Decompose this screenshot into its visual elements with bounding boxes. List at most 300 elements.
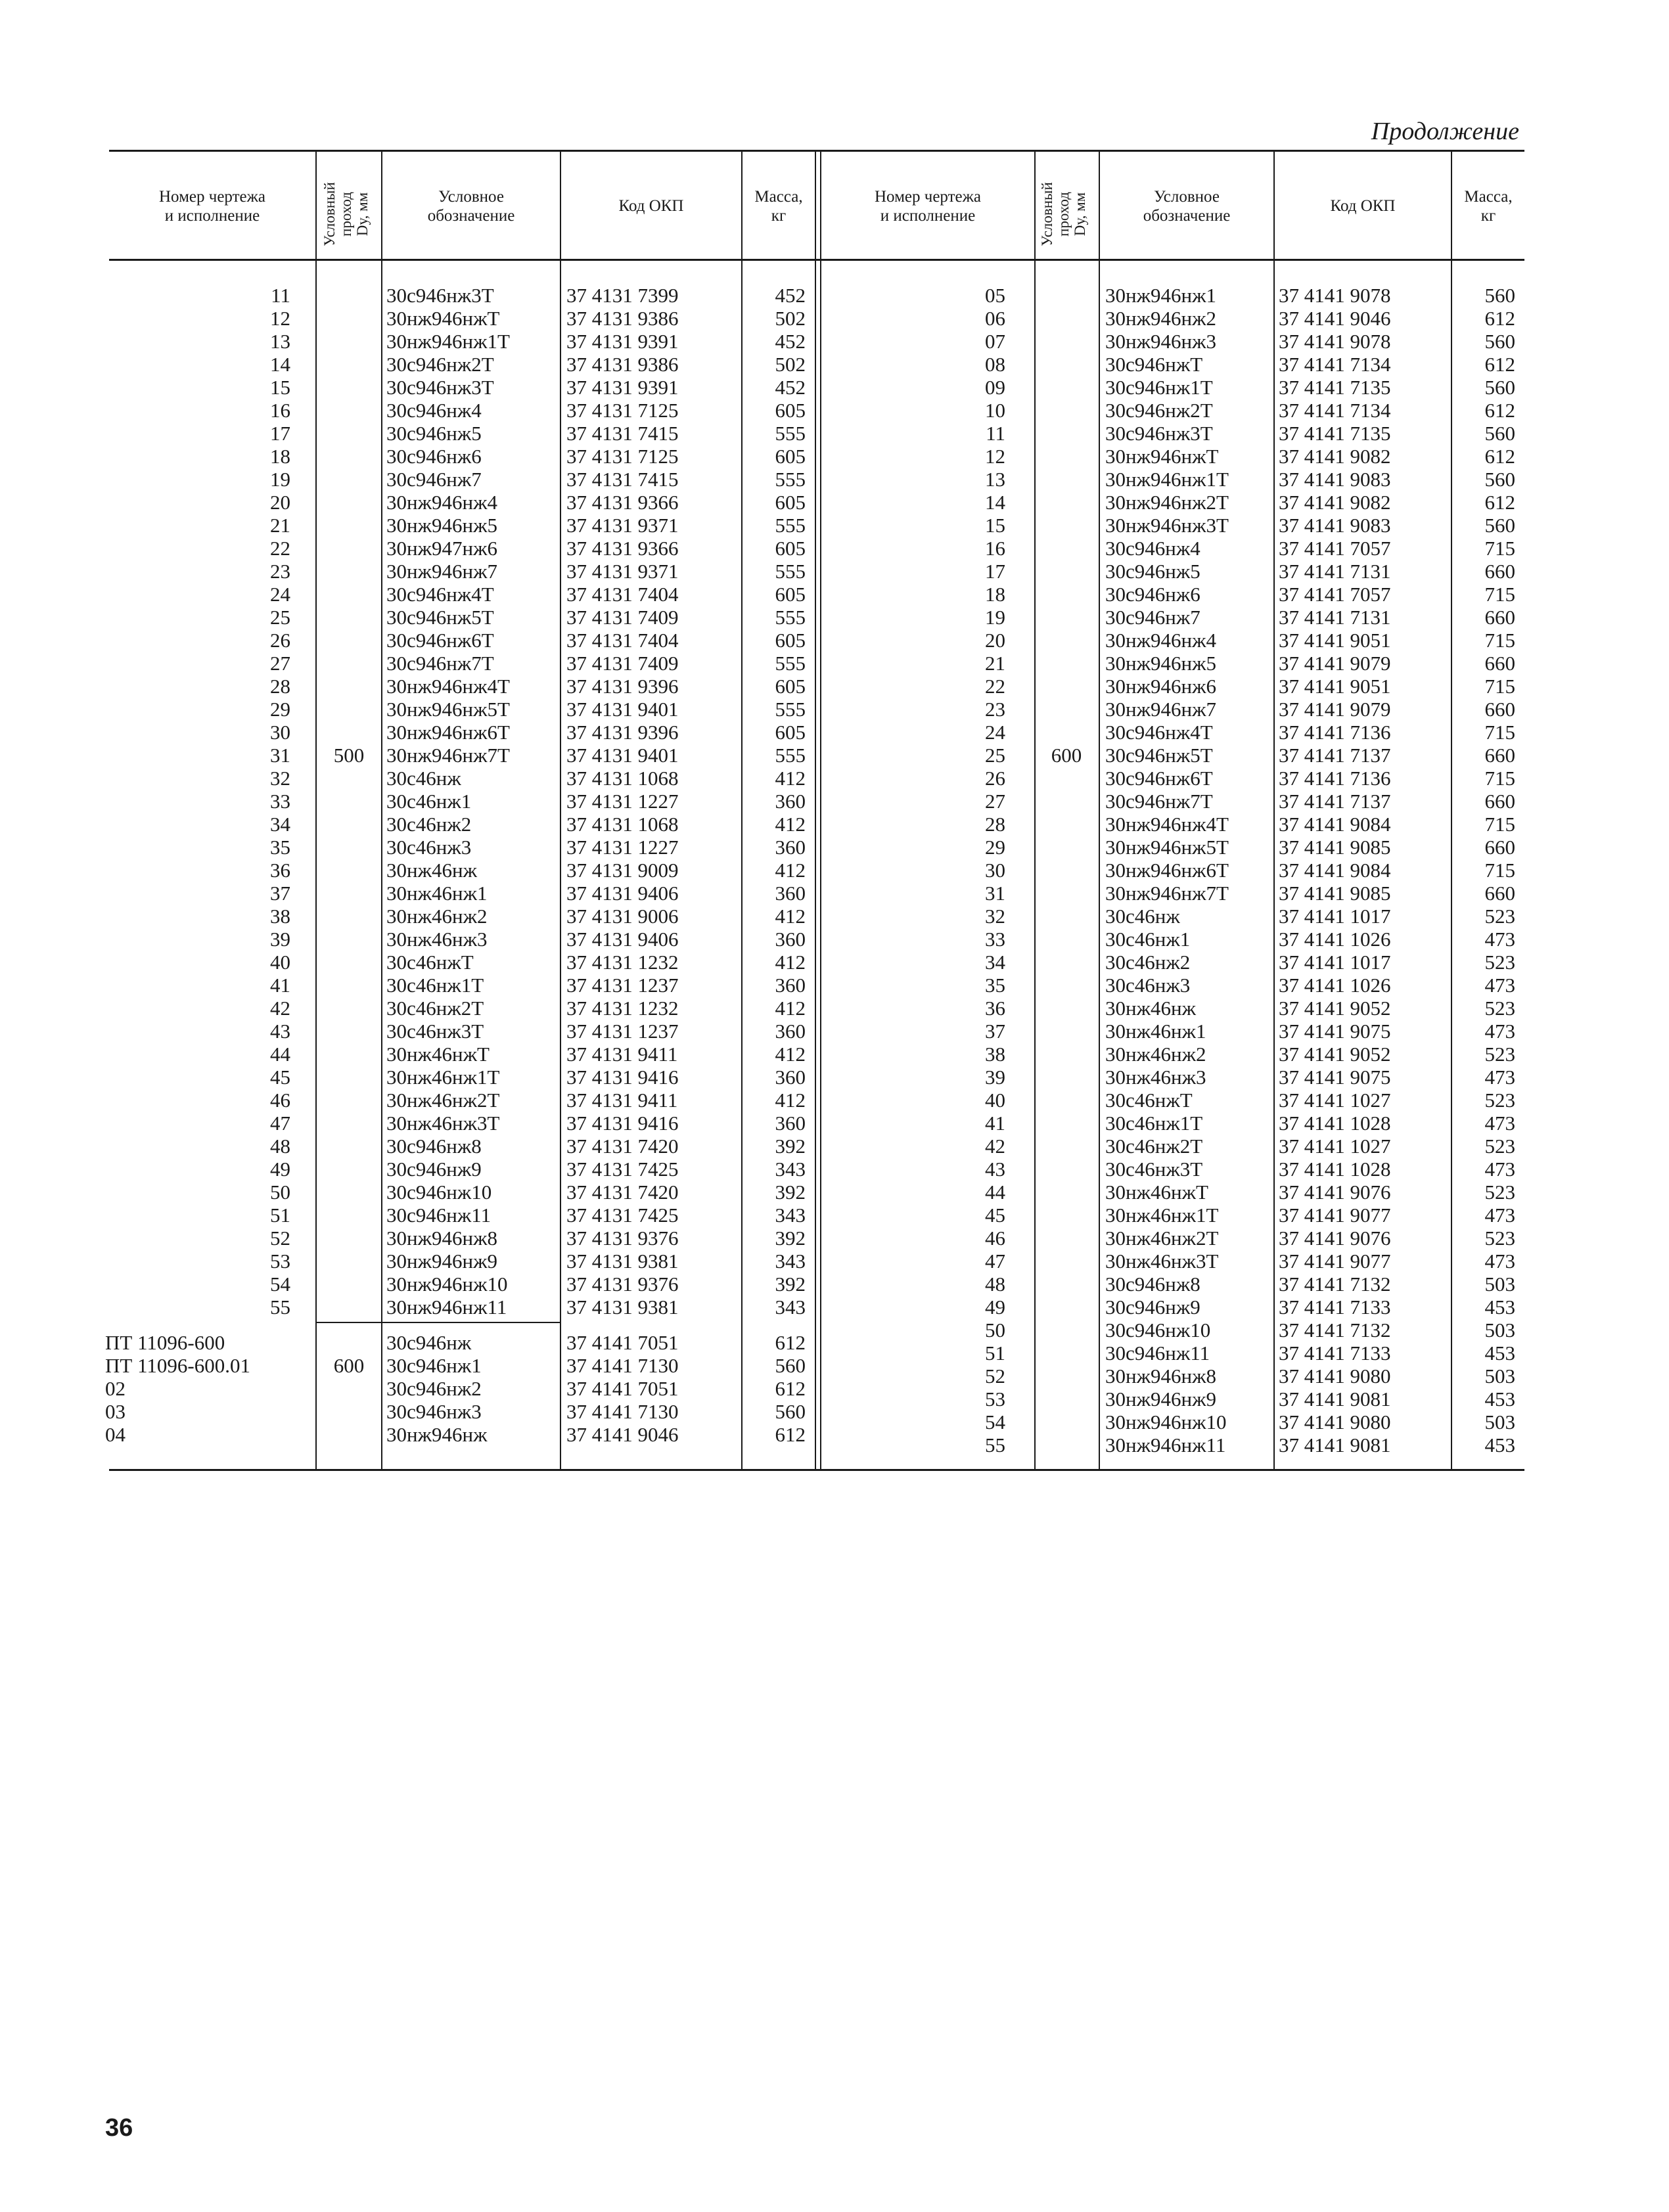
cell-designation: 30с946нж4Т xyxy=(386,583,494,606)
cell-okp-code: 37 4141 7133 xyxy=(1279,1296,1391,1319)
continuation-label: Продолжение xyxy=(1371,118,1519,145)
cell-drawing-no: 34 xyxy=(270,813,290,836)
cell-mass: 360 xyxy=(775,836,806,859)
cell-okp-code: 37 4131 7420 xyxy=(566,1135,679,1158)
cell-mass: 412 xyxy=(775,951,806,974)
cell-mass: 660 xyxy=(1484,560,1515,583)
cell-drawing-no: 22 xyxy=(270,537,290,560)
cell-okp-code: 37 4131 9386 xyxy=(566,353,679,376)
cell-okp-code: 37 4141 9083 xyxy=(1279,514,1391,537)
header-mass: Масса, кг xyxy=(1464,188,1513,225)
cell-mass: 560 xyxy=(1484,468,1515,491)
cell-okp-code: 37 4131 7425 xyxy=(566,1158,679,1181)
cell-designation: 30с46нж1Т xyxy=(386,974,484,997)
cell-designation: 30с46нж3Т xyxy=(1105,1158,1203,1181)
cell-okp-code: 37 4131 9009 xyxy=(566,859,679,882)
cell-okp-code: 37 4131 9366 xyxy=(566,537,679,560)
cell-okp-code: 37 4131 9416 xyxy=(566,1066,679,1089)
cell-mass: 612 xyxy=(1484,445,1515,468)
cell-drawing-no: 43 xyxy=(270,1020,290,1043)
cell-drawing-no: 27 xyxy=(985,790,1005,813)
cell-mass: 612 xyxy=(1484,307,1515,330)
cell-mass: 412 xyxy=(775,859,806,882)
cell-okp-code: 37 4131 9406 xyxy=(566,928,679,951)
cell-designation: 30с946нж6 xyxy=(1105,583,1200,606)
cell-designation: 30нж946нж4Т xyxy=(386,675,510,698)
cell-designation: 30с946нж6Т xyxy=(386,629,494,652)
cell-mass: 605 xyxy=(775,445,806,468)
cell-designation: 30с46нж3 xyxy=(1105,974,1191,997)
cell-designation: 30с946нж7 xyxy=(386,468,482,491)
cell-designation: 30с46нж2Т xyxy=(386,997,484,1020)
cell-designation: 30нж946нж5Т xyxy=(1105,836,1229,859)
cell-mass: 343 xyxy=(775,1296,806,1319)
header-mass: Масса, кг xyxy=(754,188,803,225)
cell-drawing-no: ПТ 11096-600 xyxy=(105,1331,225,1354)
cell-drawing-no: 44 xyxy=(270,1043,290,1066)
cell-okp-code: 37 4131 1237 xyxy=(566,1020,679,1043)
cell-mass: 503 xyxy=(1484,1365,1515,1388)
cell-okp-code: 37 4131 9396 xyxy=(566,721,679,744)
cell-mass: 612 xyxy=(1484,399,1515,422)
cell-drawing-no: 06 xyxy=(985,307,1005,330)
cell-designation: 30с946нж4 xyxy=(386,399,482,422)
cell-okp-code: 37 4141 9046 xyxy=(1279,307,1391,330)
cell-okp-code: 37 4131 1227 xyxy=(566,836,679,859)
cell-drawing-no: 33 xyxy=(985,928,1005,951)
header-drawing-no: Номер чертежа и исполнение xyxy=(159,188,265,225)
cell-drawing-no: 04 xyxy=(105,1423,126,1446)
cell-okp-code: 37 4131 9366 xyxy=(566,491,679,514)
cell-drawing-no: 29 xyxy=(270,698,290,721)
cell-designation: 30нж946нж6Т xyxy=(386,721,510,744)
cell-mass: 715 xyxy=(1484,629,1515,652)
header-nominal-bore: Условный проход Dу, мм xyxy=(321,182,371,246)
cell-mass: 502 xyxy=(775,353,806,376)
cell-designation: 30с46нж3Т xyxy=(386,1020,484,1043)
cell-drawing-no: 13 xyxy=(270,330,290,353)
cell-okp-code: 37 4131 9381 xyxy=(566,1296,679,1319)
cell-mass: 605 xyxy=(775,629,806,652)
cell-okp-code: 37 4141 7132 xyxy=(1279,1319,1391,1342)
cell-nominal-bore: 600 xyxy=(1051,744,1082,767)
cell-mass: 473 xyxy=(1484,1158,1515,1181)
cell-okp-code: 37 4131 9386 xyxy=(566,307,679,330)
cell-mass: 715 xyxy=(1484,537,1515,560)
cell-designation: 30нж946нж9 xyxy=(386,1250,498,1273)
cell-mass: 412 xyxy=(775,997,806,1020)
cell-drawing-no: 35 xyxy=(270,836,290,859)
cell-mass: 360 xyxy=(775,928,806,951)
cell-designation: 30с946нж2Т xyxy=(1105,399,1213,422)
cell-mass: 560 xyxy=(775,1400,806,1423)
cell-drawing-no: 35 xyxy=(985,974,1005,997)
cell-designation: 30нж46нж2Т xyxy=(1105,1227,1219,1250)
cell-designation: 30нж946нж4 xyxy=(1105,629,1217,652)
cell-designation: 30нж946нж5 xyxy=(386,514,498,537)
cell-drawing-no: 14 xyxy=(985,491,1005,514)
cell-okp-code: 37 4141 9081 xyxy=(1279,1433,1391,1456)
cell-drawing-no: 14 xyxy=(270,353,290,376)
cell-okp-code: 37 4141 1026 xyxy=(1279,928,1391,951)
cell-drawing-no: 32 xyxy=(985,905,1005,928)
cell-mass: 343 xyxy=(775,1204,806,1227)
cell-mass: 392 xyxy=(775,1181,806,1204)
cell-mass: 660 xyxy=(1484,698,1515,721)
cell-drawing-no: 53 xyxy=(985,1388,1005,1411)
cell-drawing-no: 47 xyxy=(270,1112,290,1135)
cell-mass: 473 xyxy=(1484,1020,1515,1043)
cell-designation: 30нж946нж4 xyxy=(386,491,498,514)
cell-drawing-no: 53 xyxy=(270,1250,290,1273)
cell-mass: 715 xyxy=(1484,859,1515,882)
cell-designation: 30с46нжТ xyxy=(1105,1089,1193,1112)
cell-okp-code: 37 4131 1237 xyxy=(566,974,679,997)
cell-mass: 555 xyxy=(775,744,806,767)
cell-okp-code: 37 4141 7135 xyxy=(1279,376,1391,399)
cell-designation: 30нж946нж4Т xyxy=(1105,813,1229,836)
cell-drawing-no: 16 xyxy=(270,399,290,422)
cell-mass: 660 xyxy=(1484,790,1515,813)
cell-okp-code: 37 4141 9052 xyxy=(1279,997,1391,1020)
cell-mass: 612 xyxy=(1484,353,1515,376)
cell-designation: 30с946нж11 xyxy=(386,1204,492,1227)
cell-okp-code: 37 4141 9084 xyxy=(1279,859,1391,882)
header-okp-code: Код ОКП xyxy=(618,197,684,215)
cell-mass: 452 xyxy=(775,330,806,353)
header-top-rule xyxy=(109,150,1524,152)
cell-drawing-no: 29 xyxy=(985,836,1005,859)
cell-okp-code: 37 4131 7125 xyxy=(566,399,679,422)
cell-okp-code: 37 4131 1232 xyxy=(566,997,679,1020)
cell-drawing-no: 20 xyxy=(985,629,1005,652)
col-divider xyxy=(560,150,561,1470)
cell-mass: 555 xyxy=(775,606,806,629)
cell-designation: 30нж946нж5Т xyxy=(386,698,510,721)
cell-okp-code: 37 4131 9401 xyxy=(566,744,679,767)
cell-designation: 30с946нж2Т xyxy=(386,353,494,376)
cell-mass: 555 xyxy=(775,422,806,445)
cell-drawing-no: 37 xyxy=(270,882,290,905)
cell-mass: 605 xyxy=(775,721,806,744)
cell-drawing-no: 49 xyxy=(985,1296,1005,1319)
cell-mass: 605 xyxy=(775,537,806,560)
cell-drawing-no: 17 xyxy=(985,560,1005,583)
cell-okp-code: 37 4141 1026 xyxy=(1279,974,1391,997)
cell-drawing-no: 37 xyxy=(985,1020,1005,1043)
cell-drawing-no: 21 xyxy=(270,514,290,537)
table-bottom-rule xyxy=(109,1469,1524,1471)
cell-okp-code: 37 4141 9076 xyxy=(1279,1181,1391,1204)
cell-designation: 30нж946нж10 xyxy=(1105,1411,1227,1433)
cell-mass: 660 xyxy=(1484,606,1515,629)
cell-okp-code: 37 4141 1027 xyxy=(1279,1089,1391,1112)
cell-designation: 30с946нж10 xyxy=(386,1181,492,1204)
cell-drawing-no: 28 xyxy=(985,813,1005,836)
cell-mass: 523 xyxy=(1484,1135,1515,1158)
cell-mass: 412 xyxy=(775,905,806,928)
cell-designation: 30нж946нж xyxy=(386,1423,488,1446)
cell-drawing-no: 24 xyxy=(985,721,1005,744)
col-divider xyxy=(381,150,382,1470)
cell-okp-code: 37 4141 7051 xyxy=(566,1377,679,1400)
cell-drawing-no: 19 xyxy=(270,468,290,491)
cell-okp-code: 37 4131 9416 xyxy=(566,1112,679,1135)
cell-mass: 392 xyxy=(775,1135,806,1158)
cell-okp-code: 37 4131 9401 xyxy=(566,698,679,721)
cell-drawing-no: 42 xyxy=(985,1135,1005,1158)
cell-okp-code: 37 4131 7409 xyxy=(566,606,679,629)
cell-okp-code: 37 4131 9376 xyxy=(566,1227,679,1250)
cell-mass: 523 xyxy=(1484,1181,1515,1204)
cell-drawing-no: 30 xyxy=(985,859,1005,882)
cell-designation: 30нж46нж1 xyxy=(386,882,488,905)
cell-drawing-no: 42 xyxy=(270,997,290,1020)
cell-okp-code: 37 4131 9381 xyxy=(566,1250,679,1273)
cell-designation: 30нж46нж3Т xyxy=(1105,1250,1219,1273)
cell-okp-code: 37 4141 9085 xyxy=(1279,836,1391,859)
cell-drawing-no: 23 xyxy=(270,560,290,583)
col-divider xyxy=(1034,150,1036,1470)
cell-drawing-no: 54 xyxy=(270,1273,290,1296)
cell-mass: 343 xyxy=(775,1158,806,1181)
cell-designation: 30с946нж5 xyxy=(386,422,482,445)
cell-designation: 30нж946нжТ xyxy=(386,307,500,330)
cell-okp-code: 37 4141 9081 xyxy=(1279,1388,1391,1411)
cell-okp-code: 37 4131 1232 xyxy=(566,951,679,974)
cell-designation: 30нж946нж11 xyxy=(1105,1433,1226,1456)
cell-mass: 473 xyxy=(1484,1250,1515,1273)
cell-mass: 360 xyxy=(775,1112,806,1135)
cell-mass: 360 xyxy=(775,974,806,997)
left-block-divider xyxy=(315,1322,560,1323)
cell-designation: 30с946нж5Т xyxy=(386,606,494,629)
cell-mass: 412 xyxy=(775,1089,806,1112)
cell-okp-code: 37 4141 9078 xyxy=(1279,284,1391,307)
cell-drawing-no: 33 xyxy=(270,790,290,813)
cell-designation: 30нж46нж1 xyxy=(1105,1020,1206,1043)
cell-drawing-no: 15 xyxy=(270,376,290,399)
cell-drawing-no: 22 xyxy=(985,675,1005,698)
cell-okp-code: 37 4131 9411 xyxy=(566,1043,678,1066)
cell-designation: 30с946нж xyxy=(386,1331,472,1354)
cell-drawing-no: 23 xyxy=(985,698,1005,721)
cell-okp-code: 37 4141 9082 xyxy=(1279,445,1391,468)
cell-mass: 502 xyxy=(775,307,806,330)
cell-mass: 452 xyxy=(775,376,806,399)
cell-mass: 660 xyxy=(1484,652,1515,675)
cell-drawing-no: 46 xyxy=(270,1089,290,1112)
cell-designation: 30с46нж2Т xyxy=(1105,1135,1203,1158)
cell-okp-code: 37 4141 7134 xyxy=(1279,353,1391,376)
cell-mass: 715 xyxy=(1484,675,1515,698)
cell-okp-code: 37 4131 9396 xyxy=(566,675,679,698)
cell-designation: 30с946нж6 xyxy=(386,445,482,468)
cell-designation: 30с946нж5 xyxy=(1105,560,1200,583)
cell-drawing-no: 27 xyxy=(270,652,290,675)
cell-mass: 360 xyxy=(775,1020,806,1043)
cell-designation: 30нж946нжТ xyxy=(1105,445,1219,468)
cell-okp-code: 37 4131 9391 xyxy=(566,376,679,399)
cell-designation: 30нж946нж8 xyxy=(1105,1365,1217,1388)
header-drawing-no: Номер чертежа и исполнение xyxy=(875,188,981,225)
cell-mass: 360 xyxy=(775,790,806,813)
cell-drawing-no: 11 xyxy=(986,422,1005,445)
cell-okp-code: 37 4131 7125 xyxy=(566,445,679,468)
cell-designation: 30нж946нж6Т xyxy=(1105,859,1229,882)
cell-mass: 605 xyxy=(775,675,806,698)
cell-designation: 30нж946нж1Т xyxy=(386,330,510,353)
cell-okp-code: 37 4131 7404 xyxy=(566,583,679,606)
cell-okp-code: 37 4141 7137 xyxy=(1279,790,1391,813)
cell-designation: 30нж46нж2 xyxy=(1105,1043,1206,1066)
cell-mass: 660 xyxy=(1484,744,1515,767)
page-number: 36 xyxy=(105,2114,133,2142)
cell-designation: 30с46нж2 xyxy=(386,813,472,836)
cell-okp-code: 37 4141 9046 xyxy=(566,1423,679,1446)
cell-okp-code: 37 4141 9084 xyxy=(1279,813,1391,836)
cell-okp-code: 37 4141 7135 xyxy=(1279,422,1391,445)
cell-drawing-no: 16 xyxy=(985,537,1005,560)
cell-drawing-no: 36 xyxy=(985,997,1005,1020)
cell-designation: 30нж46нж1Т xyxy=(386,1066,500,1089)
cell-okp-code: 37 4141 7057 xyxy=(1279,537,1391,560)
cell-designation: 30нж947нж6 xyxy=(386,537,498,560)
cell-drawing-no: 34 xyxy=(985,951,1005,974)
cell-okp-code: 37 4141 9082 xyxy=(1279,491,1391,514)
cell-okp-code: 37 4141 9051 xyxy=(1279,675,1391,698)
cell-drawing-no: 13 xyxy=(985,468,1005,491)
cell-designation: 30с46нж1 xyxy=(1105,928,1191,951)
cell-okp-code: 37 4141 1017 xyxy=(1279,951,1391,974)
cell-designation: 30нж946нж7 xyxy=(1105,698,1217,721)
cell-designation: 30с46нж2 xyxy=(1105,951,1191,974)
cell-designation: 30нж46нж1Т xyxy=(1105,1204,1219,1227)
cell-drawing-no: 25 xyxy=(985,744,1005,767)
cell-designation: 30нж46нж3 xyxy=(386,928,488,951)
cell-okp-code: 37 4131 7404 xyxy=(566,629,679,652)
cell-mass: 523 xyxy=(1484,997,1515,1020)
cell-mass: 473 xyxy=(1484,928,1515,951)
cell-drawing-no: 31 xyxy=(985,882,1005,905)
cell-designation: 30с946нж9 xyxy=(386,1158,482,1181)
cell-okp-code: 37 4141 9077 xyxy=(1279,1204,1391,1227)
cell-designation: 30нж46нж xyxy=(386,859,478,882)
cell-okp-code: 37 4141 9079 xyxy=(1279,698,1391,721)
cell-mass: 560 xyxy=(775,1354,806,1377)
cell-mass: 473 xyxy=(1484,974,1515,997)
cell-drawing-no: 49 xyxy=(270,1158,290,1181)
cell-mass: 523 xyxy=(1484,1043,1515,1066)
cell-drawing-no: 15 xyxy=(985,514,1005,537)
cell-designation: 30с946нжТ xyxy=(1105,353,1203,376)
cell-mass: 473 xyxy=(1484,1204,1515,1227)
cell-designation: 30нж946нж7Т xyxy=(386,744,510,767)
cell-designation: 30с946нж11 xyxy=(1105,1342,1210,1365)
cell-mass: 555 xyxy=(775,514,806,537)
cell-mass: 392 xyxy=(775,1273,806,1296)
cell-drawing-no: 26 xyxy=(985,767,1005,790)
cell-designation: 30с946нж8 xyxy=(386,1135,482,1158)
cell-drawing-no: 52 xyxy=(270,1227,290,1250)
cell-drawing-no: 47 xyxy=(985,1250,1005,1273)
cell-mass: 503 xyxy=(1484,1411,1515,1433)
cell-designation: 30с946нж4Т xyxy=(1105,721,1213,744)
cell-designation: 30нж946нж1Т xyxy=(1105,468,1229,491)
cell-designation: 30с946нж5Т xyxy=(1105,744,1213,767)
cell-designation: 30нж46нж2Т xyxy=(386,1089,500,1112)
cell-designation: 30нж946нж2Т xyxy=(1105,491,1229,514)
cell-drawing-no: 51 xyxy=(985,1342,1005,1365)
cell-drawing-no: 05 xyxy=(985,284,1005,307)
cell-drawing-no: 39 xyxy=(985,1066,1005,1089)
cell-mass: 555 xyxy=(775,652,806,675)
cell-designation: 30нж46нж xyxy=(1105,997,1197,1020)
cell-drawing-no: 07 xyxy=(985,330,1005,353)
cell-okp-code: 37 4141 9052 xyxy=(1279,1043,1391,1066)
cell-mass: 605 xyxy=(775,399,806,422)
col-divider xyxy=(315,150,317,1470)
cell-okp-code: 37 4141 9076 xyxy=(1279,1227,1391,1250)
cell-drawing-no: 40 xyxy=(985,1089,1005,1112)
cell-okp-code: 37 4141 1017 xyxy=(1279,905,1391,928)
cell-okp-code: 37 4131 9376 xyxy=(566,1273,679,1296)
header-designation: Условное обозначение xyxy=(427,188,515,225)
cell-designation: 30с946нж6Т xyxy=(1105,767,1213,790)
cell-drawing-no: 26 xyxy=(270,629,290,652)
cell-designation: 30с946нж4 xyxy=(1105,537,1200,560)
cell-designation: 30нж46нж3 xyxy=(1105,1066,1206,1089)
cell-mass: 453 xyxy=(1484,1388,1515,1411)
cell-designation: 30нж946нж3Т xyxy=(1105,514,1229,537)
cell-designation: 30с946нж3Т xyxy=(386,284,494,307)
cell-drawing-no: 45 xyxy=(985,1204,1005,1227)
cell-mass: 560 xyxy=(1484,330,1515,353)
cell-designation: 30нж46нжТ xyxy=(386,1043,490,1066)
cell-drawing-no: 50 xyxy=(270,1181,290,1204)
cell-okp-code: 37 4131 7415 xyxy=(566,422,679,445)
cell-mass: 453 xyxy=(1484,1433,1515,1456)
cell-okp-code: 37 4141 7130 xyxy=(566,1354,679,1377)
cell-mass: 343 xyxy=(775,1250,806,1273)
cell-drawing-no: 30 xyxy=(270,721,290,744)
cell-mass: 392 xyxy=(775,1227,806,1250)
cell-designation: 30с46нж1Т xyxy=(1105,1112,1203,1135)
cell-drawing-no: 46 xyxy=(985,1227,1005,1250)
cell-designation: 30с946нж1 xyxy=(386,1354,482,1377)
col-divider xyxy=(1273,150,1275,1470)
cell-drawing-no: 24 xyxy=(270,583,290,606)
cell-designation: 30нж946нж7Т xyxy=(1105,882,1229,905)
cell-drawing-no: 12 xyxy=(985,445,1005,468)
cell-okp-code: 37 4141 9077 xyxy=(1279,1250,1391,1273)
cell-designation: 30нж946нж11 xyxy=(386,1296,507,1319)
cell-mass: 560 xyxy=(1484,422,1515,445)
cell-drawing-no: 20 xyxy=(270,491,290,514)
cell-okp-code: 37 4131 1068 xyxy=(566,813,679,836)
cell-nominal-bore: 500 xyxy=(333,744,365,767)
cell-mass: 452 xyxy=(775,284,806,307)
cell-designation: 30с46нж xyxy=(1105,905,1180,928)
cell-designation: 30с946нж3Т xyxy=(1105,422,1213,445)
cell-designation: 30нж946нж7 xyxy=(386,560,498,583)
cell-designation: 30с946нж3 xyxy=(386,1400,482,1423)
cell-mass: 523 xyxy=(1484,905,1515,928)
cell-okp-code: 37 4141 7057 xyxy=(1279,583,1391,606)
cell-drawing-no: 09 xyxy=(985,376,1005,399)
cell-drawing-no: 19 xyxy=(985,606,1005,629)
cell-designation: 30нж946нж6 xyxy=(1105,675,1217,698)
